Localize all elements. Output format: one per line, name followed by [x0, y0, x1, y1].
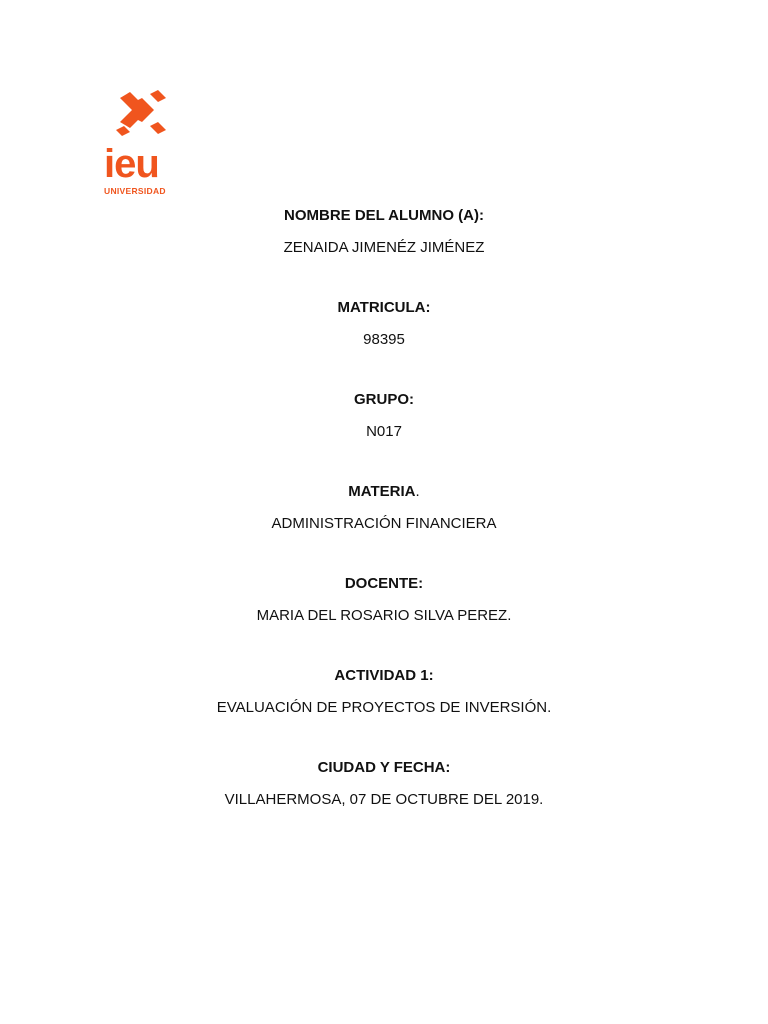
field-label: MATRICULA:	[337, 299, 431, 316]
ieu-logo-mark-icon	[114, 90, 166, 142]
field-label: DOCENTE:	[344, 575, 424, 592]
field-value: ZENAIDA JIMENÉZ JIMÉNEZ	[283, 239, 485, 256]
university-logo	[104, 88, 174, 200]
field-label: CIUDAD Y FECHA:	[317, 759, 451, 776]
field-value: MARIA DEL ROSARIO SILVA PEREZ.	[256, 607, 512, 624]
field-teacher	[0, 574, 768, 666]
field-activity	[0, 666, 768, 758]
field-enrollment	[0, 298, 768, 390]
field-value: VILLAHERMOSA, 07 DE OCTUBRE DEL 2019.	[224, 791, 544, 808]
field-label: ACTIVIDAD 1:	[334, 667, 434, 684]
field-label: MATERIA.	[348, 483, 420, 500]
logo-subtitle: UNIVERSIDAD	[104, 186, 166, 196]
field-group	[0, 390, 768, 482]
field-student-name	[0, 206, 768, 298]
field-subject	[0, 482, 768, 574]
field-label: GRUPO:	[354, 391, 414, 408]
field-value: N017	[366, 423, 402, 440]
field-label: NOMBRE DEL ALUMNO (A):	[284, 207, 484, 224]
field-value: ADMINISTRACIÓN FINANCIERA	[271, 515, 497, 532]
field-value: EVALUACIÓN DE PROYECTOS DE INVERSIÓN.	[216, 699, 552, 716]
logo-wordmark: ieu	[104, 142, 159, 186]
field-value: 98395	[363, 331, 405, 348]
field-city-date	[0, 758, 768, 850]
cover-fields	[0, 206, 768, 850]
